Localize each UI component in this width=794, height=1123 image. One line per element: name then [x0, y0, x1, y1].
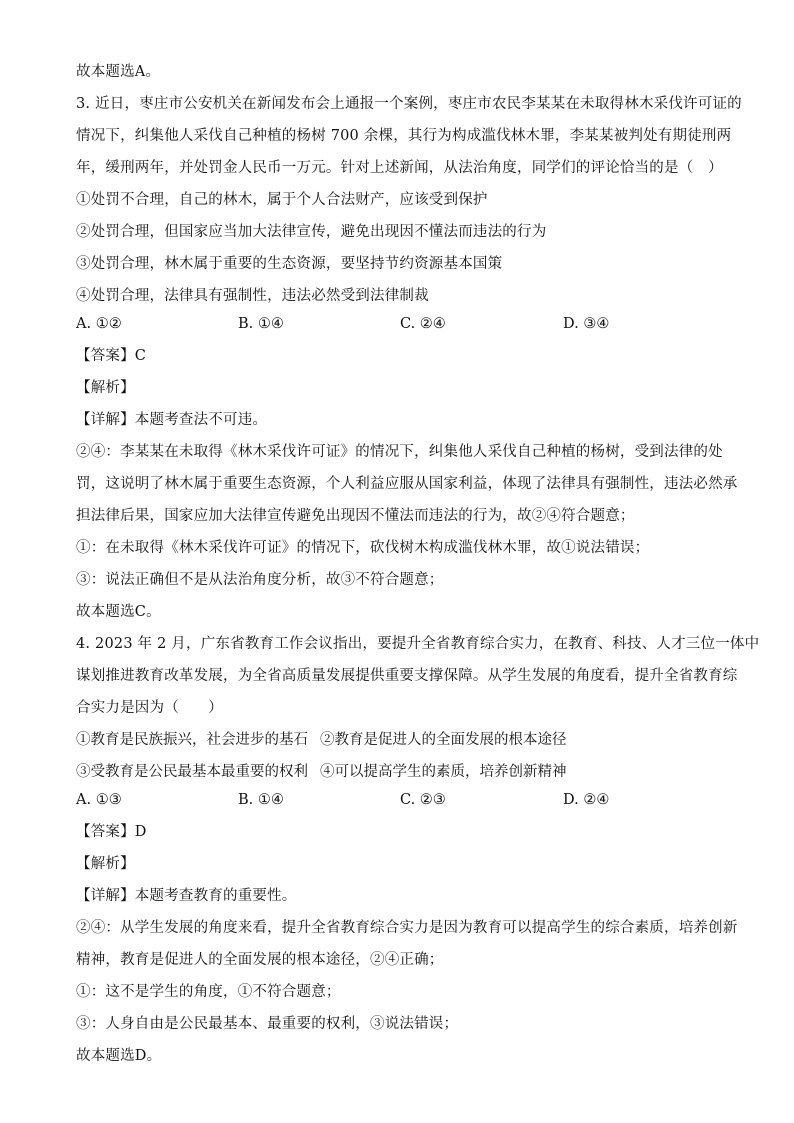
q3-answer: 【答案】C	[76, 348, 147, 364]
q4-answer: 【答案】D	[76, 824, 147, 840]
q3-stem-line-2: 情况下，纠集他人采伐自己种植的杨树 700 余棵，其行为构成滥伐林木罪，李某某被判处有期徒刑两	[76, 128, 732, 144]
q4-analysis-heading: 【解析】	[76, 856, 135, 872]
q2-conclusion: 故本题选A。	[76, 64, 161, 80]
q4-option-a: A. ①③	[76, 792, 122, 808]
q4-stem-line-3: 合实力是因为（ ）	[76, 700, 223, 716]
q3-option-c: C. ②④	[400, 316, 446, 332]
q3-explanation-line-1: ②④：李某某在未取得《林木采伐许可证》的情况下，纠集他人采伐自己种植的杨树，受到法律的处	[76, 444, 723, 460]
q3-explanation-line-5: ③：说法正确但不是从法治角度分析，故③不符合题意；	[76, 572, 444, 588]
q3-statement-2: ②处罚合理，但国家应当加大法律宣传，避免出现因不懂法而违法的行为	[76, 224, 547, 240]
q3-explanation-line-2: 罚，这说明了林木属于重要生态资源，个人利益应服从国家利益，体现了法律具有强制性，违法必然承	[76, 476, 738, 492]
q3-statement-3: ③处罚合理，林木属于重要的生态资源，要坚持节约资源基本国策	[76, 256, 503, 272]
q4-option-b: B. ①④	[238, 792, 284, 808]
q4-conclusion: 故本题选D。	[76, 1048, 162, 1064]
q3-conclusion: 故本题选C。	[76, 604, 161, 620]
q3-option-a: A. ①②	[76, 316, 122, 332]
q3-explanation-line-3: 担法律后果，国家应加大法律宣传避免出现因不懂法而违法的行为，故②④符合题意；	[76, 508, 635, 524]
q3-options	[76, 314, 716, 334]
q4-options	[76, 790, 716, 810]
q4-explanation-line-2: 精神，教育是促进人的全面发展的根本途径，②④正确；	[76, 952, 444, 968]
q3-statement-4: ④处罚合理，法律具有强制性，违法必然受到法律制裁	[76, 288, 429, 304]
q3-statement-1: ①处罚不合理，自己的林木，属于个人合法财产，应该受到保护	[76, 192, 488, 208]
q4-detail: 【详解】本题考查教育的重要性。	[76, 888, 297, 904]
q3-explanation-line-4: ①：在未取得《林木采伐许可证》的情况下，砍伐树木构成滥伐林木罪，故①说法错误；	[76, 540, 650, 556]
q4-statement-3: ③受教育是公民最基本最重要的权利	[76, 764, 308, 780]
q4-explanation-line-1: ②④：从学生发展的角度来看，提升全省教育综合实力是因为教育可以提高学生的综合素质，培养创新	[76, 920, 738, 936]
q4-statement-2: ②教育是促进人的全面发展的根本途径	[320, 732, 567, 748]
q4-statement-4: ④可以提高学生的素质，培养创新精神	[320, 764, 567, 780]
q4-explanation-line-4: ③：人身自由是公民最基本、最重要的权利，③说法错误；	[76, 1016, 459, 1032]
q4-stem-line-1: 4. 2023 年 2 月，广东省教育工作会议指出，要提升全省教育综合实力，在教育、科技、人才三位一体中	[76, 636, 760, 652]
q3-stem-line-3: 年，缓刑两年，并处罚金人民币一万元。针对上述新闻，从法治角度，同学们的评论恰当的是（ ）	[76, 160, 723, 176]
q4-option-c: C. ②③	[400, 792, 446, 808]
q4-stem-line-2: 谋划推进教育改革发展，为全省高质量发展提供重要支撑保障。从学生发展的角度看，提升全省教育综	[76, 668, 738, 684]
q4-option-d: D. ②④	[563, 792, 610, 808]
q4-statement-1: ①教育是民族振兴，社会进步的基石	[76, 732, 308, 748]
q3-option-d: D. ③④	[563, 316, 610, 332]
q3-stem-line-1: 3. 近日，枣庄市公安机关在新闻发布会上通报一个案例，枣庄市农民李某某在未取得林木采伐许可证的	[76, 96, 742, 112]
q3-detail: 【详解】本题考查法不可违。	[76, 412, 268, 428]
q4-statements-row-2	[76, 762, 716, 782]
q4-statements-row-1	[76, 730, 716, 750]
q3-option-b: B. ①④	[238, 316, 284, 332]
q3-analysis-heading: 【解析】	[76, 380, 135, 396]
q4-explanation-line-3: ①：这不是学生的角度，①不符合题意；	[76, 984, 341, 1000]
